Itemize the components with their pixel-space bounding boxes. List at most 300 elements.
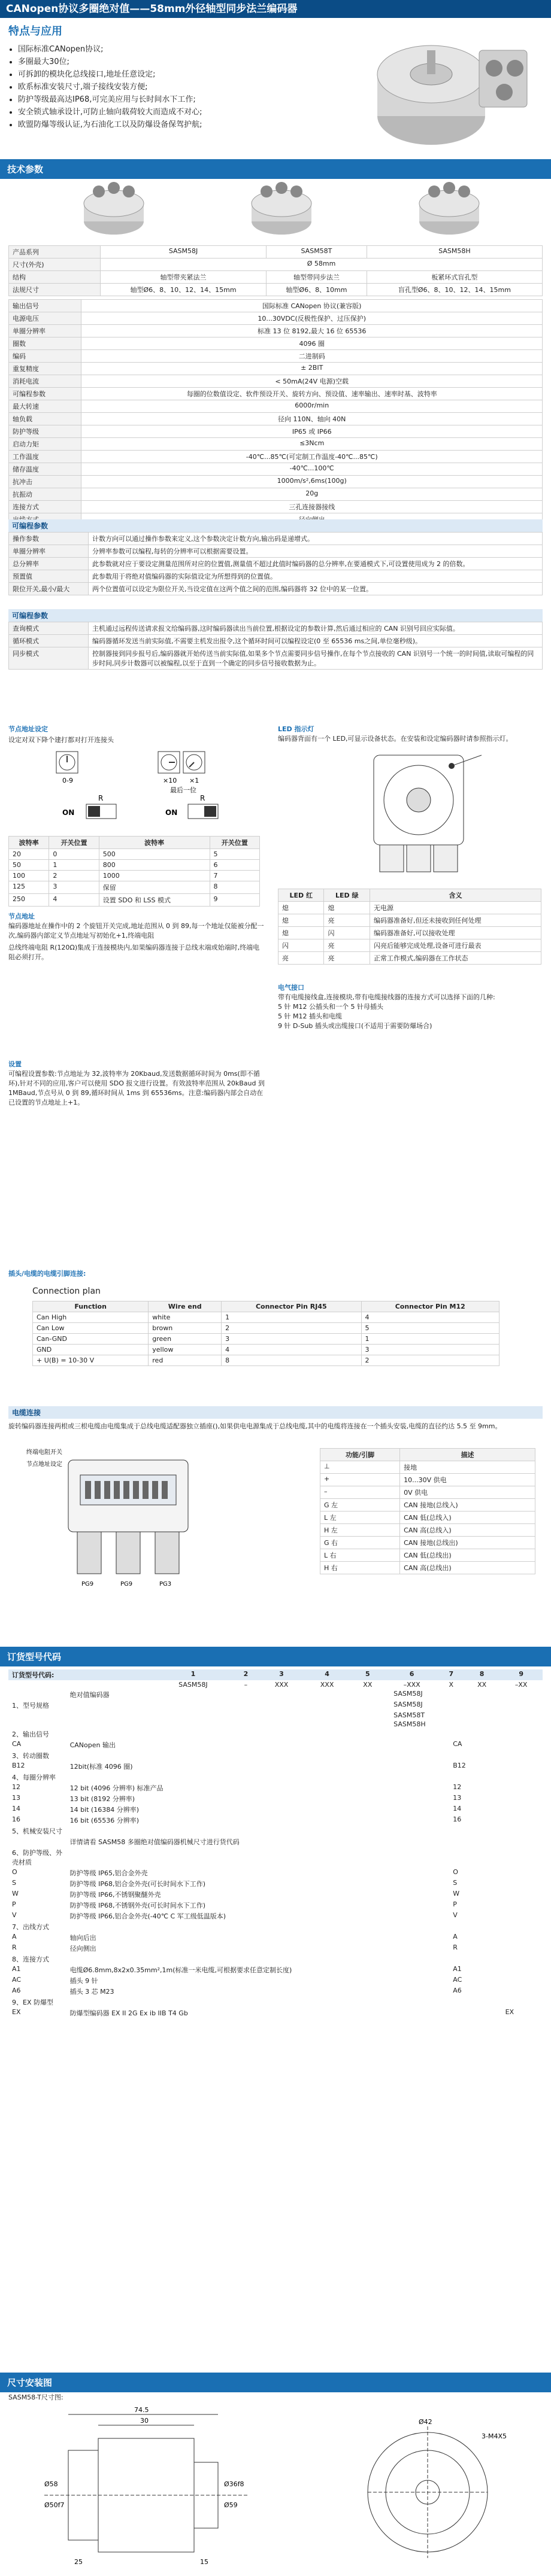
order-col-num: 3 xyxy=(259,1669,304,1680)
dim-d36: Ø36f8 xyxy=(224,2480,244,2488)
tech-param-value: -40℃...85℃(可定制工作温度-40℃...85℃) xyxy=(81,451,543,463)
order-line xyxy=(8,1900,543,1911)
order-line-cell xyxy=(502,1943,543,1954)
conn-row-cell: 4 xyxy=(361,1312,499,1323)
conn-table xyxy=(32,1301,499,1366)
led-row xyxy=(278,902,541,914)
order-line-cell: 防护等级 IP66,不锈钢聚醚外壳 xyxy=(69,1891,161,1899)
tech-param-value: 每圈的位数值设定、软件预设开关、旋转方向、预设值、速率输出、速率时基、波特率 xyxy=(81,388,543,400)
pin-row-cell: CAN 高(总线出) xyxy=(400,1562,535,1574)
tech-row xyxy=(9,451,543,463)
elec-list xyxy=(278,1002,543,1030)
product-photos xyxy=(48,180,515,239)
order-line-cell xyxy=(449,1772,501,1783)
baud-row xyxy=(9,860,260,871)
order-line-cell: B12 xyxy=(453,1762,466,1769)
size-row xyxy=(9,258,543,271)
pin-row-cell: 0V 供电 xyxy=(400,1486,535,1499)
product-label: 产品系列 xyxy=(9,246,101,258)
order-line-cell: SASM58J xyxy=(393,1701,423,1708)
on-label-1: ON xyxy=(62,808,75,817)
shaft-t: 轴型Ø6、8、10mm xyxy=(267,284,367,296)
param-label: 同步模式 xyxy=(9,647,89,670)
pin-table xyxy=(320,1448,535,1574)
elec-heading: 电气接口 xyxy=(278,984,304,992)
order-line xyxy=(8,1689,543,1700)
order-col-num: 5 xyxy=(350,1669,385,1680)
tech-param-label: 启动力矩 xyxy=(9,438,81,451)
conn-row-header xyxy=(33,1301,499,1312)
pin-row-cell: CAN 低(总线入) xyxy=(400,1511,535,1524)
order-line-cell xyxy=(66,1750,390,1761)
order-line-cell: 防护等级 IP66,铝合金外壳(-40℃ C 军工级低温版本) xyxy=(69,1912,226,1920)
baud-row xyxy=(9,849,260,860)
order-line-cell xyxy=(502,1729,543,1739)
order-line-cell: 9、EX 防爆型 xyxy=(12,1999,53,2006)
op-heading: 可编程参数 xyxy=(8,609,543,622)
order-line-cell: A6 xyxy=(12,1987,21,1994)
param-desc: 控制器接到同步报号后,编码器就开始传送当前实际值,如果多个节点需要同步信号操作,在每个节点接收的 CAN 识别号一个统一的时间值,读取可编程的同步时间,同步计数器可以被编程,以至于直到一个确定的同步信号接收数据为止。 xyxy=(89,647,543,670)
dim-d59: Ø59 xyxy=(224,2501,238,2509)
order-line-cell xyxy=(449,1836,501,1847)
order-code-part: –XXX xyxy=(403,1681,420,1689)
order-line-cell xyxy=(390,1783,449,1793)
order-line-cell xyxy=(502,1964,543,1975)
param-label: 限位开关,最小/最大 xyxy=(9,583,89,595)
order-line-cell xyxy=(390,1847,449,1868)
connection-cap-diagram xyxy=(26,1442,254,1598)
order-col-num: 6 xyxy=(386,1669,438,1680)
order-line-cell: 16 xyxy=(12,1815,20,1823)
order-line-cell xyxy=(502,1986,543,1997)
conn-row-cell: 4 xyxy=(222,1345,361,1355)
order-line-cell xyxy=(502,1836,543,1847)
order-line-cell xyxy=(390,1986,449,1997)
order-line-cell xyxy=(502,1793,543,1804)
dimension-drawing xyxy=(8,2402,543,2573)
order-line-cell xyxy=(449,1826,501,1836)
order-code-part: XXX xyxy=(320,1681,334,1689)
order-col-num: 4 xyxy=(304,1669,350,1680)
conn-row-cell: 1 xyxy=(222,1312,361,1323)
order-line xyxy=(8,1911,543,1921)
led-row-head-cell: LED 绿 xyxy=(324,889,370,902)
order-line-cell xyxy=(502,1750,543,1761)
conn-row-cell: 8 xyxy=(222,1355,361,1366)
led-row-cell: 闪 xyxy=(324,927,370,939)
order-line-cell xyxy=(502,1847,543,1868)
baud-table xyxy=(8,836,260,907)
order-line-cell: 4、每圈分辨率 xyxy=(12,1774,56,1781)
order-line-cell xyxy=(502,1975,543,1986)
order-line-cell: 14 xyxy=(453,1805,462,1812)
order-line-cell xyxy=(66,1711,390,1720)
order-line xyxy=(8,1772,543,1783)
tech-param-label: 抗振动 xyxy=(9,488,81,501)
pin-row-cell: – xyxy=(320,1486,400,1499)
order-line-cell: O xyxy=(12,1868,17,1876)
tech-param-label: 可编程参数 xyxy=(9,388,81,400)
order-line-cell: 径向侧出 xyxy=(69,1945,96,1952)
dim-m4: 3-M4X5 xyxy=(482,2432,507,2440)
order-line-cell: 14 bit (16384 分辨率) xyxy=(69,1806,139,1814)
order-line-cell xyxy=(66,1700,390,1711)
led-row-cell: 编码器准备好,可以接收处理 xyxy=(370,927,541,939)
conn-row xyxy=(33,1312,499,1323)
pin-row xyxy=(320,1549,535,1562)
baud-row-head-cell: 波特率 xyxy=(99,837,210,849)
order-line xyxy=(8,1954,543,1964)
pin-row-header xyxy=(320,1449,535,1461)
order-col-num: 8 xyxy=(464,1669,499,1680)
hw-right xyxy=(278,724,543,1030)
order-line xyxy=(8,1739,543,1750)
dim-d58: Ø58 xyxy=(44,2480,58,2488)
tech-param-value: < 50mA(24V 电源)空载 xyxy=(81,375,543,388)
elec-item: 5 针 M12 公插头和一个 5 针母插头 xyxy=(278,1003,383,1011)
feature-item: • 欧系标准安装尺寸,端子接线安装方便; xyxy=(18,81,341,93)
conn-row-cell: red xyxy=(149,1355,222,1366)
tech-param-label: 储存温度 xyxy=(9,463,81,476)
param-desc: 分辨率参数可以编程,每转的分辨率可以根据需要设置。 xyxy=(89,545,543,558)
plan-title: Connection plan xyxy=(32,1287,101,1296)
tech-param-label: 输出信号 xyxy=(9,300,81,312)
tech-param-label: 单圈分辨率 xyxy=(9,325,81,337)
order-line xyxy=(8,1793,543,1804)
order-line-cell: 12bit(标准 4096 圈) xyxy=(69,1763,133,1771)
tech-row xyxy=(9,438,543,451)
order-col-row xyxy=(8,1669,543,1680)
conn-row-cell: 2 xyxy=(361,1355,499,1366)
led-row-header xyxy=(278,889,541,902)
order-line-cell: 8、连接方式 xyxy=(12,1955,49,1963)
order-line-cell xyxy=(66,1954,390,1964)
tech-param-value: ≤3Ncm xyxy=(81,438,543,451)
r-label-2: R xyxy=(200,794,205,802)
setting-text: 可编程设置参数:节点地址为 32,波特率为 20Kbaud,发送数据循环时间为 0ms(即不循环),针对不同的应用,客户可以使用 SDO 报文进行设置。有效波特率范围从 20kBaud 到 1MBaud,节点号从 0 到 89,循环时间从 1ms 到 65536ms。注意:编码器内部会自动在已设置的节点地址上+1。 xyxy=(8,1070,265,1106)
order-line-cell: 详情请看 SASM58 多圈绝对值编码器机械尺寸进行货代码 xyxy=(69,1838,240,1846)
order-line xyxy=(8,1761,543,1772)
order-line-cell: 防爆型编码器 EX II 2G Ex ib IIB T4 Gb xyxy=(69,2009,188,2017)
order-line xyxy=(8,1943,543,1954)
order-line-cell: S xyxy=(12,1879,16,1887)
pin-row-cell: H 左 xyxy=(320,1524,400,1537)
order-line-cell xyxy=(8,1836,66,1847)
order-line-cell xyxy=(390,1997,449,2008)
tech-param-label: 防护等级 xyxy=(9,425,81,438)
order-line-cell: 7、出线方式 xyxy=(12,1923,49,1931)
order-line-cell: 13 bit (8192 分辨率) xyxy=(69,1795,135,1803)
param-label: 总分辨率 xyxy=(9,558,89,570)
tech-row xyxy=(9,425,543,438)
desc-text: 旋转编码器连接两根或三根电缆由电缆集成于总线电缆适配器独立插座(),如果供电电源集成于总线电缆,其中的电缆将连接在一个插头安装,电缆的直径约达 5.5 至 9mm。 xyxy=(8,1422,502,1430)
order-line-cell: 绝对值编码器 xyxy=(69,1691,110,1699)
order-line-cell xyxy=(502,1868,543,1878)
cable-section xyxy=(8,1406,543,1587)
led-row-cell: 正常工作模式,编码器在工作状态 xyxy=(370,952,541,965)
order-line xyxy=(8,1975,543,1986)
product-j: SASM58J xyxy=(101,246,267,258)
order-line-cell xyxy=(390,1772,449,1783)
conn-row-cell: Can High xyxy=(33,1312,149,1323)
pin-row-cell: L 左 xyxy=(320,1511,400,1524)
tech-heading: 技术参数 xyxy=(0,159,551,179)
led-row xyxy=(278,952,541,965)
tech-param-value: 10...30VDC(反极性保护、过压保护) xyxy=(81,312,543,325)
order-line-cell: 1、型号规格 xyxy=(12,1702,49,1710)
order-line xyxy=(8,1847,543,1868)
term-text: 总线终端电阻 R(120Ω)集成于连接模块内,如果编码器连接于总线末端或始端时,终端电阻必须打开。 xyxy=(8,944,260,961)
order-line-cell: 电缆Ø6.8mm,8x2x0.35mm²,1m(标准一米电缆,可根据要求任意定制长度) xyxy=(69,1966,292,1974)
order-line-cell xyxy=(390,1826,449,1836)
order-line-cell xyxy=(390,1911,449,1921)
conn-row xyxy=(33,1334,499,1345)
order-code-part: SASM58J xyxy=(178,1681,208,1689)
tech-row xyxy=(9,325,543,337)
order-line-cell xyxy=(449,1847,501,1868)
order-line-cell xyxy=(66,1772,390,1783)
order-line-cell: W xyxy=(453,1890,460,1897)
led-row-cell: 熄 xyxy=(324,902,370,914)
setting-block xyxy=(8,1059,266,1107)
tech-param-label: 电源电压 xyxy=(9,312,81,325)
conn-row-head-cell: Wire end xyxy=(149,1301,222,1312)
order-line-cell: 5、机械安装尺寸 xyxy=(12,1827,62,1835)
order-line-cell: A6 xyxy=(453,1987,462,1994)
order-line-cell xyxy=(390,1943,449,1954)
pin-row-cell: 10...30V 供电 xyxy=(400,1474,535,1486)
pin-row-head-cell: 功能/引脚 xyxy=(320,1449,400,1461)
order-code-part: – xyxy=(244,1681,248,1689)
order-code-part: –XX xyxy=(514,1681,528,1689)
order-line-cell xyxy=(390,1921,449,1932)
order-line xyxy=(8,1932,543,1943)
order-line-cell xyxy=(449,1729,501,1739)
conn-row-cell: 3 xyxy=(361,1345,499,1355)
baud-row-cell: 8 xyxy=(210,881,259,894)
elec-item: 9 针 D-Sub 插头或出缆接口(不适用于需要防爆场合) xyxy=(278,1022,432,1030)
baud-row-cell: 1000 xyxy=(99,871,210,881)
param-desc: 此参数用于将绝对值编码器的实际值设定为所想得到的位置值。 xyxy=(89,570,543,583)
order-line-cell xyxy=(390,1793,449,1804)
order-line xyxy=(8,1868,543,1878)
baud-row xyxy=(9,871,260,881)
conn-row-cell: GND xyxy=(33,1345,149,1355)
pin-row-cell: CAN 低(总线出) xyxy=(400,1549,535,1562)
order-line-cell: 插头 9 针 xyxy=(69,1977,98,1985)
tech-param-value: 径向 110N、轴向 40N xyxy=(81,413,543,425)
order-heading: 订货型号代码 xyxy=(0,1647,551,1666)
tech-row xyxy=(9,400,543,413)
tech-param-value: 6000r/min xyxy=(81,400,543,413)
pin-row-cell: CAN 接地(总线入) xyxy=(400,1499,535,1511)
feature-item: • 欧盟防爆等级认证,为石油化工以及防爆设备保驾护航; xyxy=(18,118,341,131)
order-line-cell: R xyxy=(12,1944,17,1951)
order-line-cell: EX xyxy=(12,2008,21,2016)
led-row-cell: 无电源 xyxy=(370,902,541,914)
led-row-cell: 亮 xyxy=(278,952,324,965)
pin-heading: 插头/电缆的电缆引脚连接: xyxy=(8,1270,86,1278)
tech-param-label: 最大转速 xyxy=(9,400,81,413)
param-label: 循环模式 xyxy=(9,635,89,647)
order-line-cell: O xyxy=(453,1868,458,1876)
param-desc: 主机通过远程传送请求报文给编码器,这时编码器读出当前位置,根据设定的参数计算,然后通过相应的 CAN 识别号回应实际值。 xyxy=(89,622,543,635)
order-line-cell: A xyxy=(453,1933,458,1941)
order-line xyxy=(8,1700,543,1711)
order-line-cell xyxy=(502,1772,543,1783)
order-line xyxy=(8,1711,543,1720)
order-line-cell xyxy=(390,1975,449,1986)
conn-row-head-cell: Function xyxy=(33,1301,149,1312)
conn-row-cell: 2 xyxy=(222,1323,361,1334)
param-row xyxy=(9,533,543,545)
baud-row-cell: 20 xyxy=(9,849,49,860)
order-line-cell: AC xyxy=(453,1976,462,1984)
order-line-cell xyxy=(502,1900,543,1911)
param-desc: 编码器循环发送当前实际值,不需要主机发出报令,这个循环时间可以编程设定(0 至 65536 ms之间,单位毫秒级)。 xyxy=(89,635,543,647)
order-line-cell xyxy=(449,1689,501,1700)
tech-row xyxy=(9,501,543,513)
order-line xyxy=(8,1889,543,1900)
elec-item: 5 针 M12 插头和电缆 xyxy=(278,1012,342,1020)
baud-row-head-cell: 波特率 xyxy=(9,837,49,849)
order-line-cell: V xyxy=(453,1911,458,1919)
order-line-cell xyxy=(8,1720,66,1729)
hw-section xyxy=(8,724,543,1179)
setting-heading: 设置 xyxy=(8,1060,22,1068)
features-section xyxy=(0,18,551,159)
order-line-cell: P xyxy=(12,1900,16,1908)
tech-row xyxy=(9,312,543,325)
feature-item: • 安全锁式轴承设计,可防止轴向载荷较大而造成不对心; xyxy=(18,106,341,118)
struct-t: 轴型带同步法兰 xyxy=(267,271,367,284)
fig-label-pg9b: PG9 xyxy=(120,1581,133,1587)
feature-item: • 可拆卸的模块化总线接口,地址任意设定; xyxy=(18,68,341,81)
pin-row-head-cell: 描述 xyxy=(400,1449,535,1461)
order-col-num: 2 xyxy=(233,1669,259,1680)
order-col-num: 9 xyxy=(499,1669,543,1680)
tech-row xyxy=(9,337,543,350)
order-line-cell: A xyxy=(12,1933,17,1941)
shaft-j: 轴型Ø6、8、10、12、14、15mm xyxy=(101,284,267,296)
led-row-cell: 亮 xyxy=(324,939,370,952)
pin-row-cell: + xyxy=(320,1474,400,1486)
on-label-2: ON xyxy=(165,808,178,817)
struct-h: 板紧环式盲孔型 xyxy=(367,271,542,284)
param-row xyxy=(9,558,543,570)
order-line-cell xyxy=(449,1700,501,1711)
features-list xyxy=(0,43,341,131)
order-line-cell: R xyxy=(453,1944,458,1951)
order-line-cell xyxy=(66,1729,390,1739)
order-line xyxy=(8,1836,543,1847)
fig-label-pg3: PG3 xyxy=(159,1581,172,1587)
tech-param-label: 圈数 xyxy=(9,337,81,350)
order-line-cell xyxy=(66,1997,390,2008)
conn-row-cell: 5 xyxy=(361,1323,499,1334)
baud-row-head-cell: 开关位置 xyxy=(49,837,99,849)
tech-table-2 xyxy=(8,299,543,526)
order-line-cell xyxy=(390,1804,449,1815)
order-code-spacer xyxy=(8,1680,153,1689)
baud-row-cell: 7 xyxy=(210,871,259,881)
order-line xyxy=(8,1964,543,1975)
tech-table-1 xyxy=(8,245,543,296)
title-bar xyxy=(0,0,551,18)
order-line-cell xyxy=(502,1804,543,1815)
order-col-num: 1 xyxy=(153,1669,233,1680)
order-line-cell xyxy=(502,1997,543,2008)
pin-row xyxy=(320,1461,535,1474)
feature-item: • 国际标准CANopen协议; xyxy=(18,43,341,56)
baud-row-cell: 800 xyxy=(99,860,210,871)
led-row-cell: 熄 xyxy=(278,902,324,914)
order-line-cell: CA xyxy=(12,1740,22,1748)
order-line-cell: 防护等级 IP68,铝合金外壳(可长时间水下工作) xyxy=(69,1880,206,1888)
order-line-cell xyxy=(66,1720,390,1729)
order-line xyxy=(8,1997,543,2008)
order-line-cell: 3、转动圈数 xyxy=(12,1752,49,1760)
order-line-cell: 12 xyxy=(12,1783,20,1791)
order-line xyxy=(8,1750,543,1761)
led-heading: LED 指示灯 xyxy=(278,725,314,733)
pin-row xyxy=(320,1537,535,1549)
struct-label: 结构 xyxy=(9,271,101,284)
tech-param-value: 标准 13 位 8192,最大 16 位 65536 xyxy=(81,325,543,337)
tech-param-label: 抗冲击 xyxy=(9,476,81,488)
encoder-photo xyxy=(359,26,539,155)
tech-param-label: 轴负载 xyxy=(9,413,81,425)
baud-row-cell: 4 xyxy=(49,894,99,907)
dims-sub: SASM58-T尺寸图: xyxy=(8,2393,63,2401)
param-label: 预置值 xyxy=(9,570,89,583)
order-line-cell xyxy=(502,1932,543,1943)
conn-row xyxy=(33,1355,499,1366)
order-code-part: XX xyxy=(477,1681,487,1689)
led-row-cell: 熄 xyxy=(278,914,324,927)
struct-j: 轴型带夹紧法兰 xyxy=(101,271,267,284)
order-line-cell: 16 bit (65536 分辨率) xyxy=(69,1817,139,1824)
param-label: 单圈分辨率 xyxy=(9,545,89,558)
order-line-cell: 6、防护等级、外壳材质 xyxy=(12,1849,62,1866)
order-line-cell xyxy=(390,1836,449,1847)
order-line-cell xyxy=(66,1921,390,1932)
tech-row xyxy=(9,413,543,425)
node-text: 编码器地址在操作中的 2 个旋钮开关完成,地址范围从 0 到 89,每一个地址仅能被分配一次,编码器内部定义节点地址写初始化+1,终端电阻 xyxy=(8,922,264,939)
order-line-cell: 插头 3 芯 M23 xyxy=(69,1988,114,1996)
dim-15: 15 xyxy=(200,2558,208,2566)
pin-row xyxy=(320,1524,535,1537)
pin-row-cell: G 右 xyxy=(320,1537,400,1549)
dial-label-3: ×1 xyxy=(189,777,199,784)
order-line-cell xyxy=(502,1911,543,1921)
pin-row-cell: ⊥ xyxy=(320,1461,400,1474)
order-code-part: X xyxy=(449,1681,454,1689)
conn-row-head-cell: Connector Pin M12 xyxy=(361,1301,499,1312)
order-line xyxy=(8,2008,543,2018)
tech-param-value: IP65 或 IP66 xyxy=(81,425,543,438)
fig-label-pg9a: PG9 xyxy=(81,1581,94,1587)
tech-param-value: 国际标准 CANopen 协议(兼容版) xyxy=(81,300,543,312)
feature-item: • 防护等级最高达IP68,可完美应用与长时间水下工作; xyxy=(18,93,341,106)
pin-row-cell: 接地 xyxy=(400,1461,535,1474)
baud-row-cell: 50 xyxy=(9,860,49,871)
baud-row-cell: 保留 xyxy=(99,881,210,894)
order-col-num: 7 xyxy=(438,1669,464,1680)
pin-row xyxy=(320,1474,535,1486)
pin-row-cell: CAN 接地(总线出) xyxy=(400,1537,535,1549)
order-line-cell xyxy=(502,1954,543,1964)
